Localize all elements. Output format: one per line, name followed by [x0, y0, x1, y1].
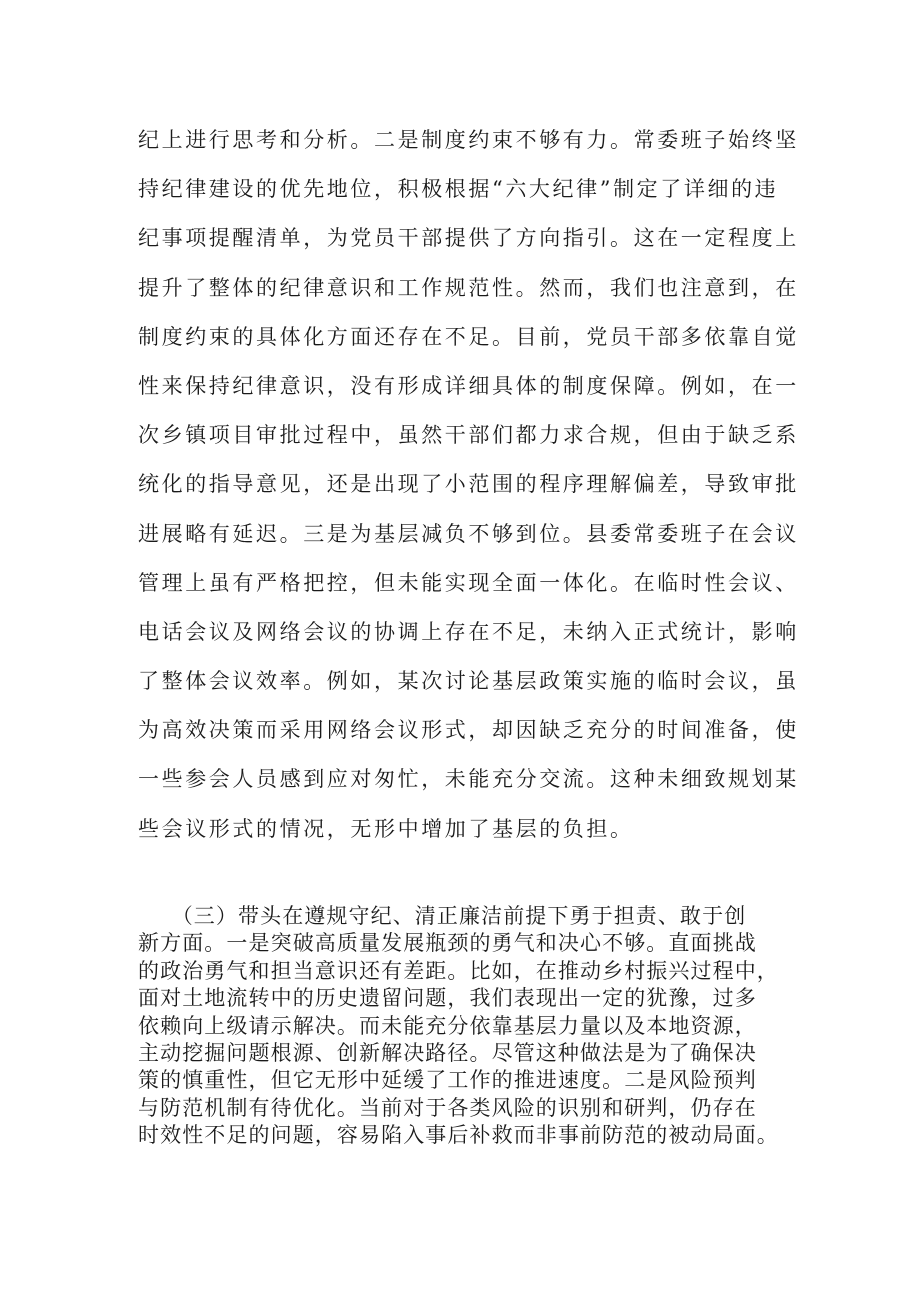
- text-line: 电话会议及网络会议的协调上存在不足，未纳入正式统计，影响: [138, 619, 799, 644]
- text-line: （三）带头在遵规守纪、清正廉洁前提下勇于担责、敢于创: [138, 904, 747, 928]
- text-line: 进展略有延迟。三是为基层减负不够到位。县委常委班子在会议: [138, 521, 799, 546]
- text-line: 新方面。一是突破高质量发展瓶颈的勇气和决心不够。直面挑战: [138, 931, 757, 956]
- text-line: 为高效决策而采用网络会议形式，却因缺乏充分的时间准备，使: [138, 718, 799, 743]
- text-line: 一些参会人员感到应对匆忙，未能充分交流。这种未细致规划某: [138, 767, 799, 792]
- paragraph-section-three: [138, 903, 798, 1150]
- text-line: 策的慎重性，但它无形中延缓了工作的推进速度。二是风险预判: [138, 1068, 757, 1093]
- text-line: 时效性不足的问题，容易陷入事后补救而非事前防范的被动局面。: [138, 1123, 779, 1148]
- text-line: 性来保持纪律意识，没有形成详细具体的制度保障。例如，在一: [138, 373, 799, 398]
- text-line: 持纪律建设的优先地位，积极根据“六大纪律”制定了详细的违: [138, 177, 779, 202]
- text-line: 了整体会议效率。例如，某次讨论基层政策实施的临时会议，虽: [138, 669, 799, 694]
- text-line: 面对土地流转中的历史遗留问题，我们表现出一定的犹豫，过多: [138, 986, 757, 1011]
- text-line: 管理上虽有严格把控，但未能实现全面一体化。在临时性会议、: [138, 570, 799, 595]
- text-line: 的政治勇气和担当意识还有差距。比如，在推动乡村振兴过程中，: [138, 958, 779, 983]
- text-line: 些会议形式的情况，无形中增加了基层的负担。: [138, 816, 634, 841]
- text-line: 统化的指导意见，还是出现了小范围的程序理解偏差，导致审批: [138, 472, 799, 497]
- text-line: 制度约束的具体化方面还存在不足。目前，党员干部多依靠自觉: [138, 324, 799, 349]
- text-line: 主动挖掘问题根源、创新解决路径。尽管这种做法是为了确保决: [138, 1040, 757, 1065]
- text-line: 与防范机制有待优化。当前对于各类风险的识别和研判，仍存在: [138, 1095, 757, 1120]
- text-line: 提升了整体的纪律意识和工作规范性。然而，我们也注意到，在: [138, 275, 799, 300]
- text-line: 次乡镇项目审批过程中，虽然干部们都力求合规，但由于缺乏系: [138, 423, 799, 448]
- text-line: 纪上进行思考和分析。二是制度约束不够有力。常委班子始终坚: [138, 128, 799, 152]
- paragraph-discipline-and-burden: [138, 116, 799, 854]
- text-line: 纪事项提醒清单，为党员干部提供了方向指引。这在一定程度上: [138, 226, 799, 251]
- text-line: 依赖向上级请示解决。而未能充分依靠基层力量以及本地资源，: [138, 1013, 757, 1038]
